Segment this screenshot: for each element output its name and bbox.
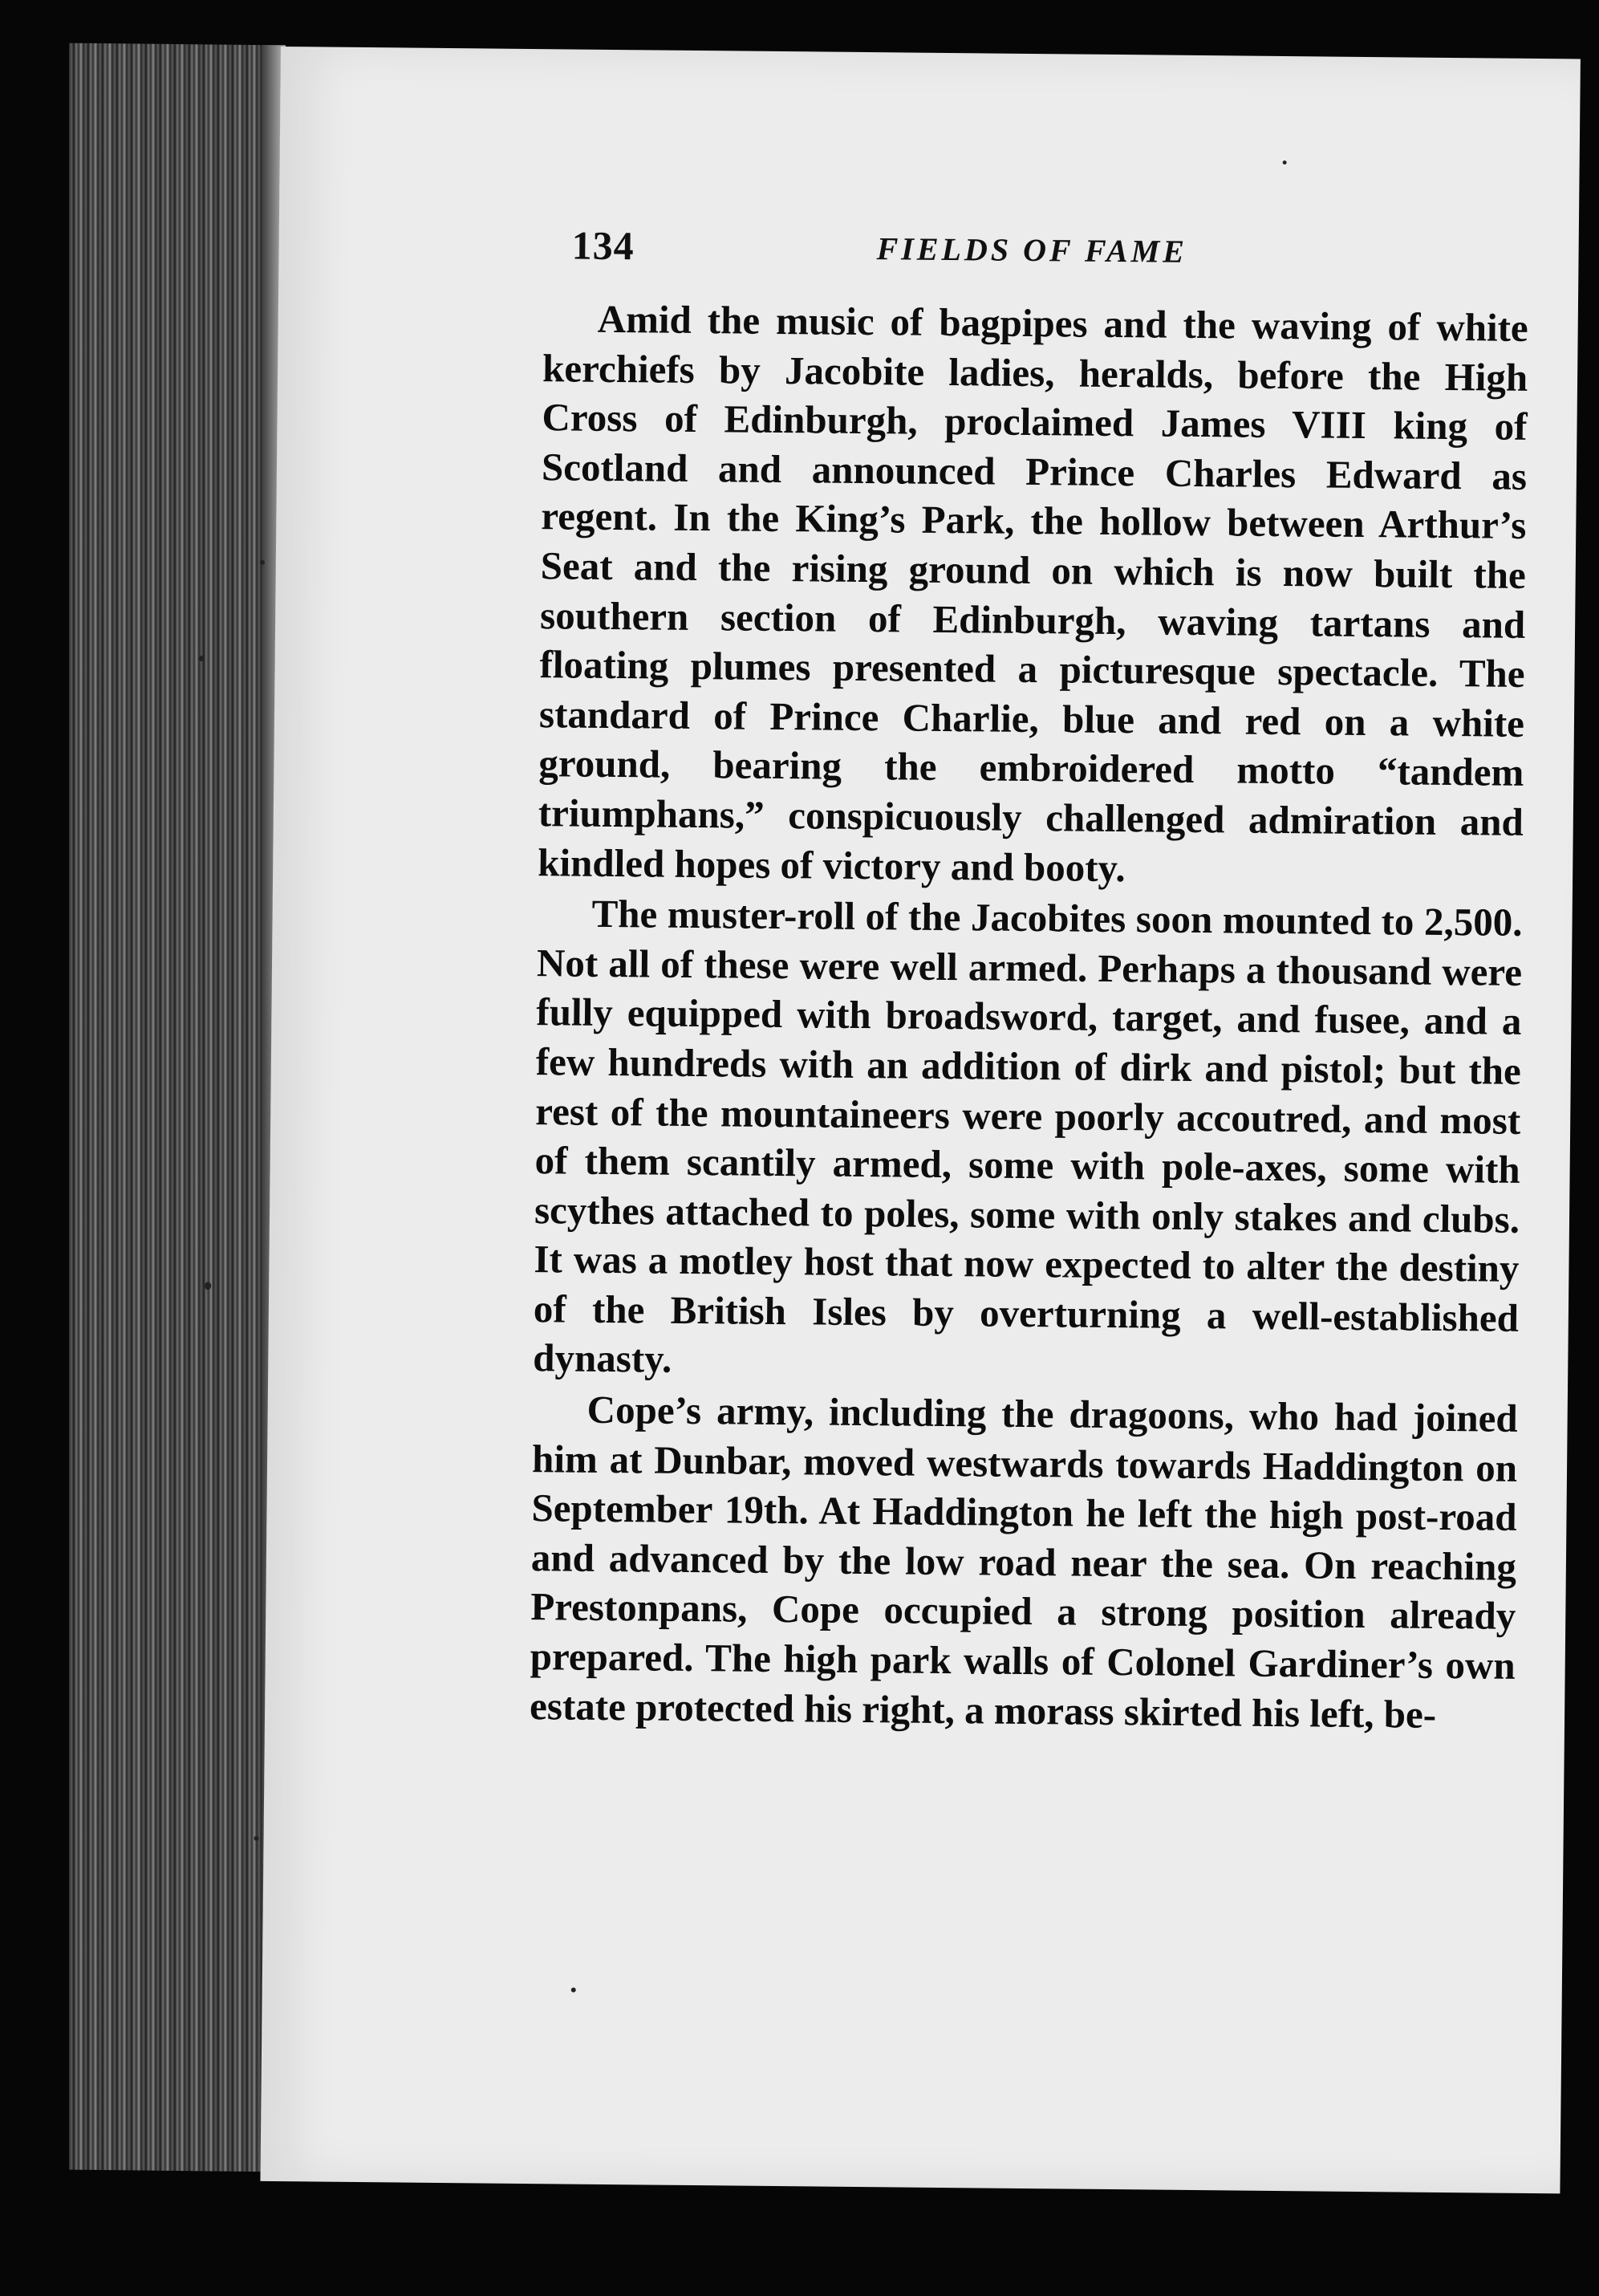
book-page-edges bbox=[69, 43, 286, 2172]
book-page bbox=[260, 47, 1580, 2193]
scan-speck bbox=[254, 1836, 259, 1841]
scan-speck bbox=[199, 656, 205, 661]
scan-speck bbox=[1283, 161, 1287, 165]
scan-speck bbox=[260, 560, 265, 565]
book-title: FIELDS OF FAME bbox=[876, 230, 1188, 270]
body-text bbox=[530, 294, 1528, 1740]
running-head bbox=[571, 221, 1519, 286]
scan-speck bbox=[205, 1282, 211, 1290]
scan-speck bbox=[571, 1988, 576, 1993]
paragraph-2: The muster-roll of the Jacobites soon mounted to 2,500. Not all of these were well armed. Perhaps a thousand were fully equipped with broadsword, target, and fusee, and a few hundreds with an addition of dirk and pistol; but the rest of the mountaineers were poorly accoutred, and most of them scantily armed, some with pole-axes, some with scythes attached to poles, some with only stakes and clubs. It was a motley host that now expected to alter the destiny of the British Isles by overturning a well-established dynasty. bbox=[533, 891, 1523, 1382]
page-number: 134 bbox=[571, 222, 635, 269]
paragraph-1: Amid the music of bagpipes and the waving of white kerchiefs by Jacobite ladies, heralds, before the High Cross of Edinburgh, proclaimed James VIII king of Scotland and announced Prince Charles Edward as regent. In the King’s Park, the hollow between Arthur’s Seat and the rising ground on which is now built the southern section of Edinburgh, waving tartans and floating plumes presented a picturesque spectacle. The standard of Prince Charlie, blue and red on a white ground, bearing the embroidered motto “tandem triumphans,” conspicuously challenged admiration and kindled hopes of victory and booty. bbox=[537, 296, 1528, 890]
paragraph-3: Cope’s army, including the dragoons, who had joined him at Dunbar, moved westwards towards Haddington on September 19th. At Haddington he left the high post-road and advanced by the low road near the sea. On reaching Prestonpans, Cope occupied a strong position already prepared. The high park walls of Colonel Gardiner’s own estate protected his right, a morass skirted his left, be- bbox=[529, 1387, 1518, 1737]
